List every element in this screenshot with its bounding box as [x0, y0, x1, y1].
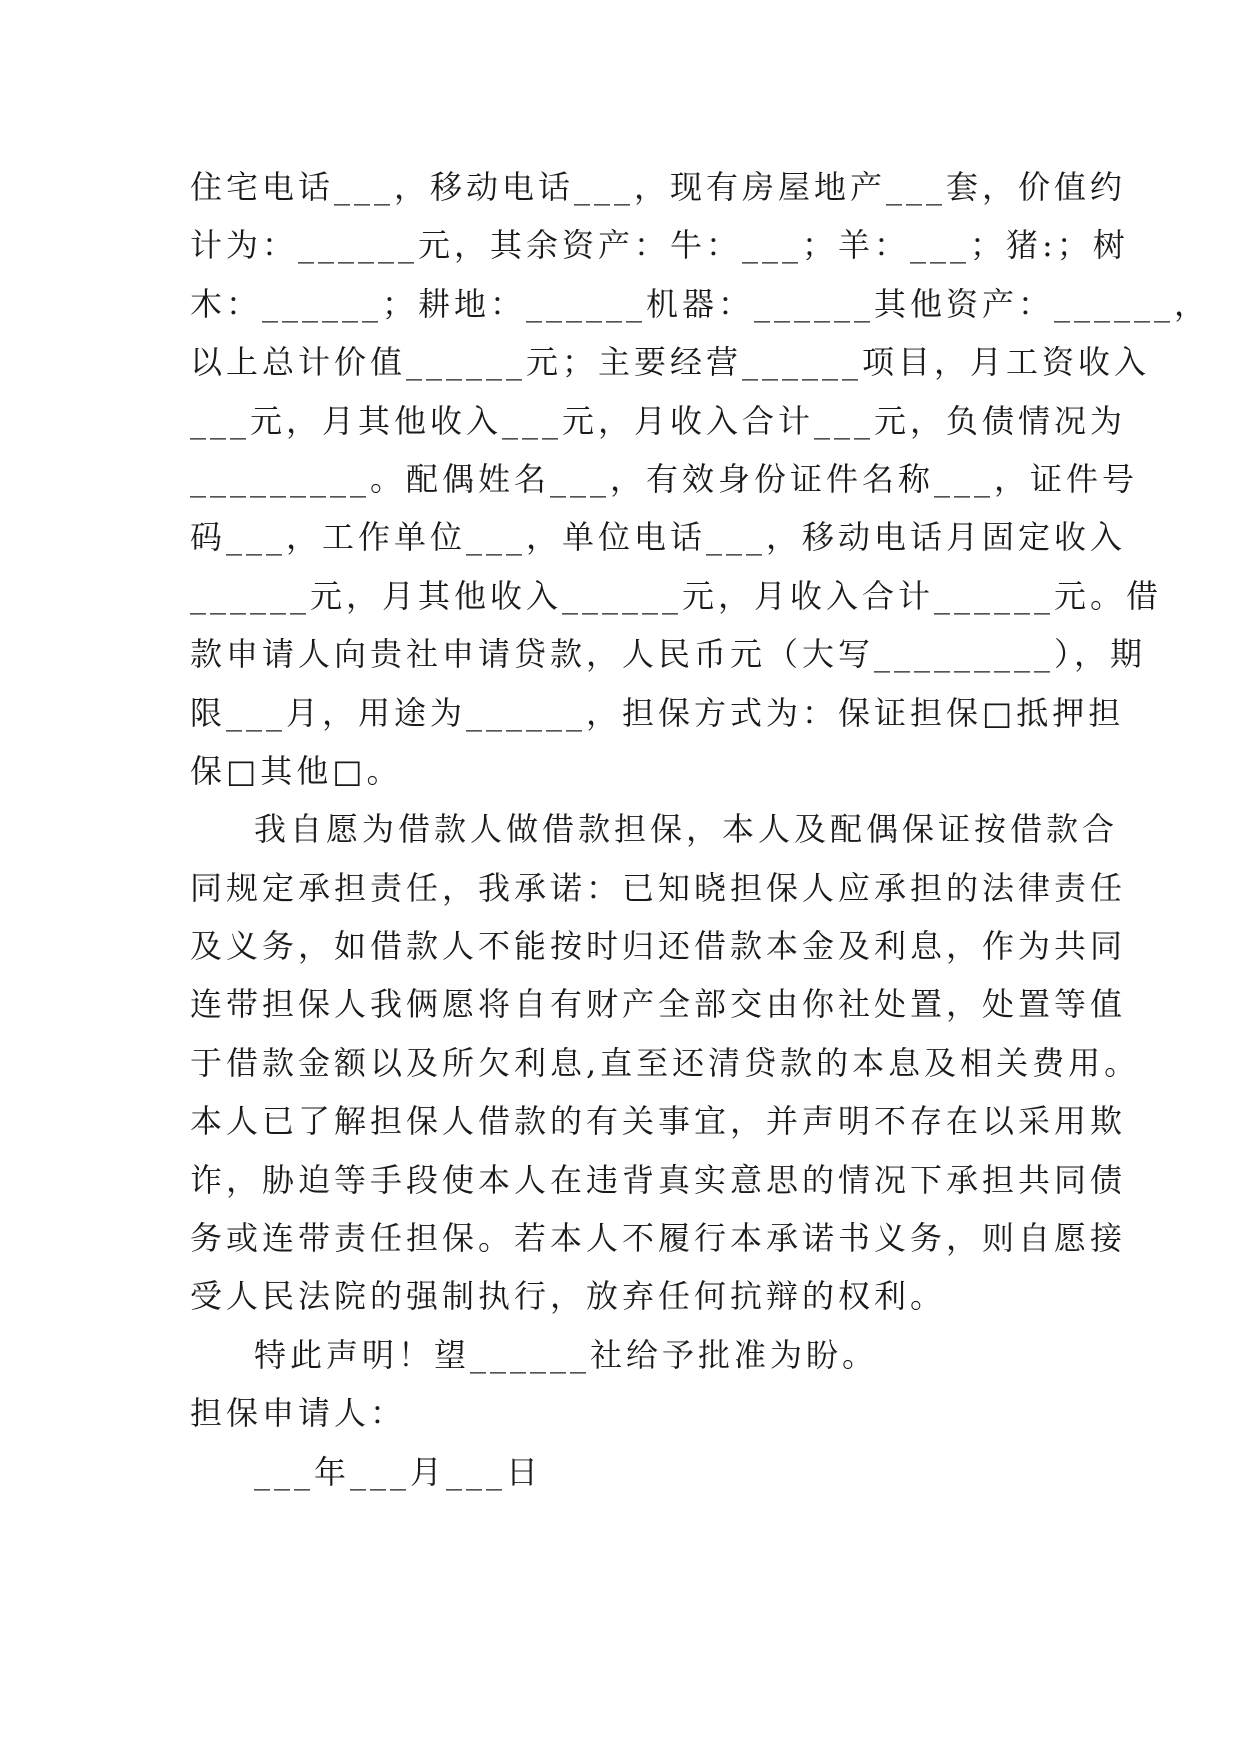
- body-line: 限___月，用途为______，担保方式为：保证担保□抵押担: [190, 693, 1125, 732]
- body-line: 住宅电话___，移动电话___，现有房屋地产___套，价值约: [190, 168, 1127, 206]
- body-line: 木：______；耕地：______机器：______其他资产：______，: [190, 284, 1211, 323]
- body-line: 于借款金额以及所欠利息,直至还清贷款的本息及相关费用。: [190, 1043, 1141, 1082]
- body-line: ______元，月其他收入______元，月收入合计______元。借: [190, 576, 1163, 615]
- signer-label: 担保申请人：: [190, 1394, 407, 1433]
- body-line: ___元，月其他收入___元，月收入合计___元，负债情况为: [190, 401, 1127, 440]
- body-line: 计为：______元，其余资产：牛：___；羊：___；猪:；树: [190, 226, 1129, 265]
- body-line: 款申请人向贵社申请贷款，人民币元（大写_________），期: [190, 635, 1147, 674]
- body-line: 保□其他□。: [190, 751, 403, 790]
- body-line: _________。配偶姓名___，有效身份证件名称___，证件号: [190, 459, 1139, 498]
- body-line: 及义务，如借款人不能按时归还借款本金及利息，作为共同: [190, 927, 1127, 966]
- body-line: 诈，胁迫等手段使本人在违背真实意思的情况下承担共同债: [190, 1160, 1127, 1199]
- body-line: 本人已了解担保人借款的有关事宜，并声明不存在以采用欺: [190, 1102, 1127, 1141]
- document-body: [190, 158, 1211, 1501]
- body-line: 连带担保人我俩愿将自有财产全部交由你社处置，处置等值: [190, 985, 1127, 1024]
- body-line: 码___，工作单位___，单位电话___，移动电话月固定收入: [190, 518, 1127, 557]
- body-line: 以上总计价值______元；主要经营______项目，月工资收入: [190, 343, 1151, 382]
- body-line: 我自愿为借款人做借款担保，本人及配偶保证按借款合: [254, 810, 1119, 849]
- date-line: ___年___月___日: [254, 1452, 543, 1491]
- body-line: 同规定承担责任，我承诺：已知晓担保人应承担的法律责任: [190, 868, 1127, 907]
- body-line: 务或连带责任担保。若本人不履行本承诺书义务，则自愿接: [190, 1219, 1127, 1258]
- closing-statement: 特此声明！望______社给予批准为盼。: [254, 1335, 879, 1374]
- body-line: 受人民法院的强制执行，放弃任何抗辩的权利。: [190, 1277, 947, 1316]
